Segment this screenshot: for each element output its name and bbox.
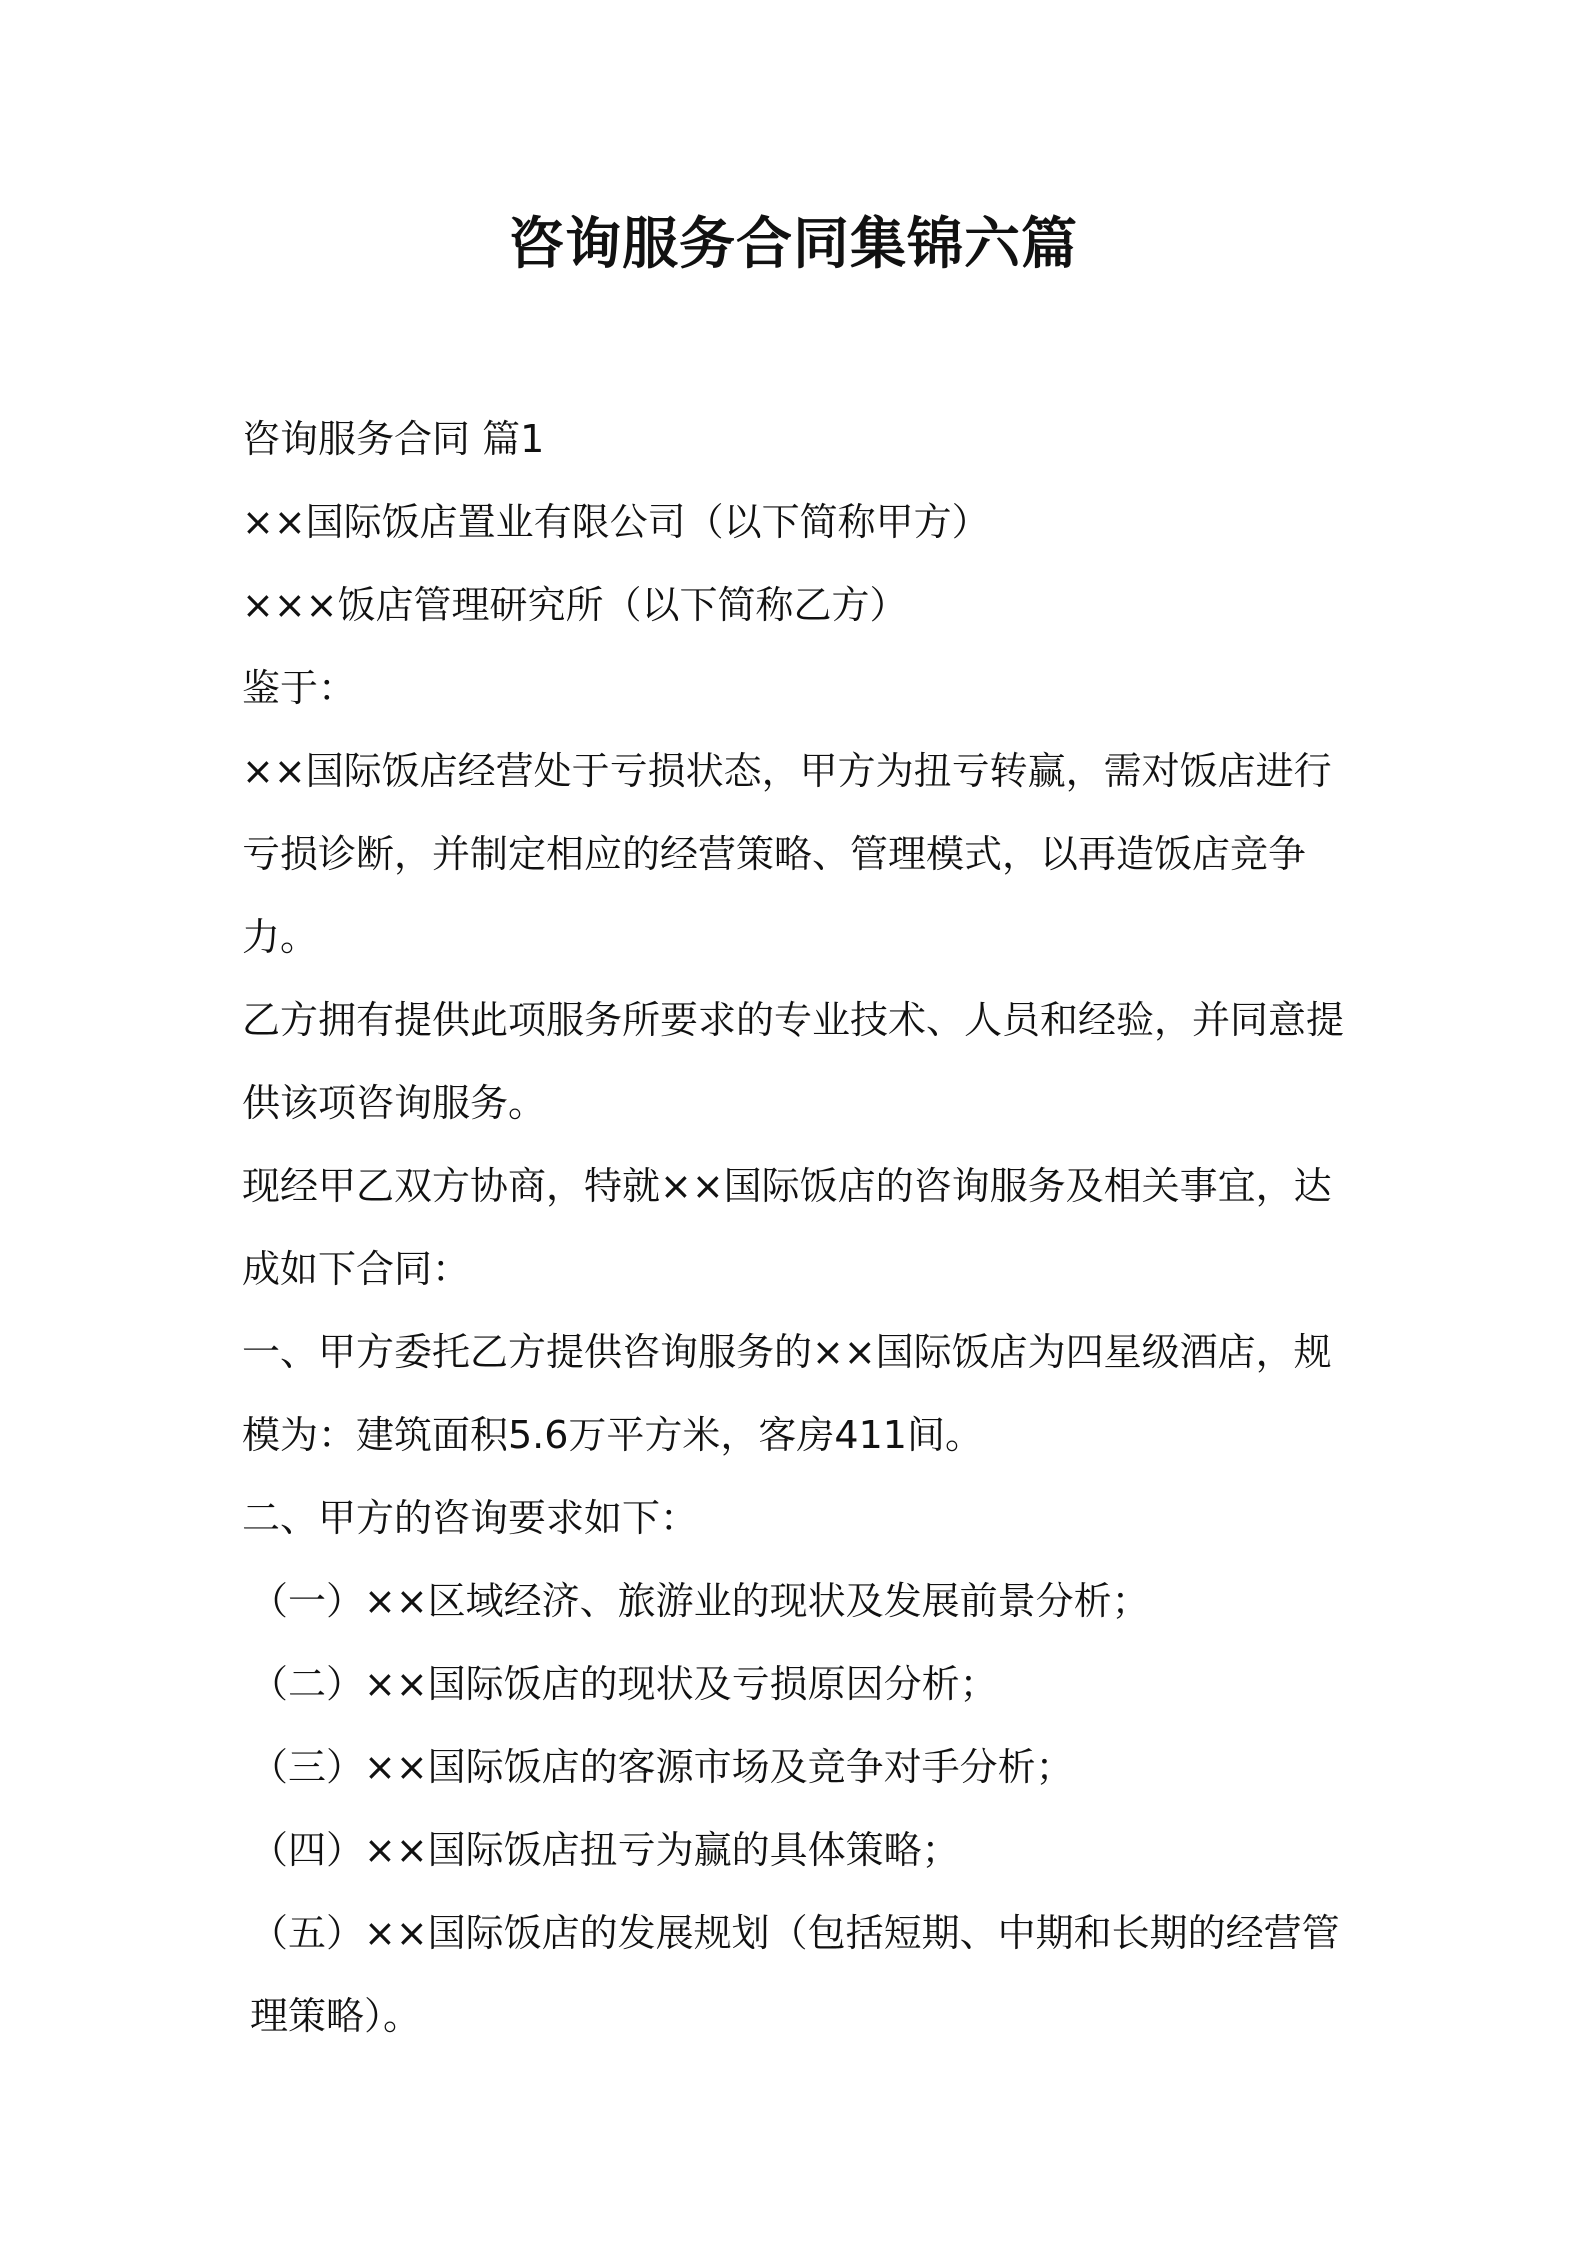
whereas-label: 鉴于： [242,666,357,710]
list-item: （一）××区域经济、旅游业的现状及发展前景分析； [250,1579,1150,1623]
clause-1: 一、甲方委托乙方提供咨询服务的××国际饭店为四星级酒店，规模为：建筑面积5.6万平方米，客房411间。 [242,1330,1332,1457]
list-item: （三）××国际饭店的客源市场及竞争对手分析； [250,1745,1074,1789]
list-item: （四）××国际饭店扭亏为赢的具体策略； [250,1828,960,1872]
document-body [242,398,1362,2058]
paragraph: 乙方拥有提供此项服务所要求的专业技术、人员和经验，并同意提供该项咨询服务。 [242,998,1345,1125]
clause-2: 二、甲方的咨询要求如下： [242,1496,699,1540]
party-b-line: ×××饭店管理研究所（以下简称乙方） [242,583,908,627]
list-item: （五）××国际饭店的发展规划（包括短期、中期和长期的经营管理策略）。 [250,1911,1340,2038]
party-a-line: ××国际饭店置业有限公司（以下简称甲方） [242,500,990,544]
document-title: 咨询服务合同集锦六篇 [508,212,1078,277]
paragraph: ××国际饭店经营处于亏损状态，甲方为扭亏转赢，需对饭店进行亏损诊断，并制定相应的经营策略、管理模式，以再造饭店竞争力。 [242,749,1332,959]
list-item: （二）××国际饭店的现状及亏损原因分析； [250,1662,998,1706]
section-heading: 咨询服务合同 篇1 [242,417,545,461]
paragraph: 现经甲乙双方协商，特就××国际饭店的咨询服务及相关事宜，达成如下合同： [242,1164,1332,1291]
